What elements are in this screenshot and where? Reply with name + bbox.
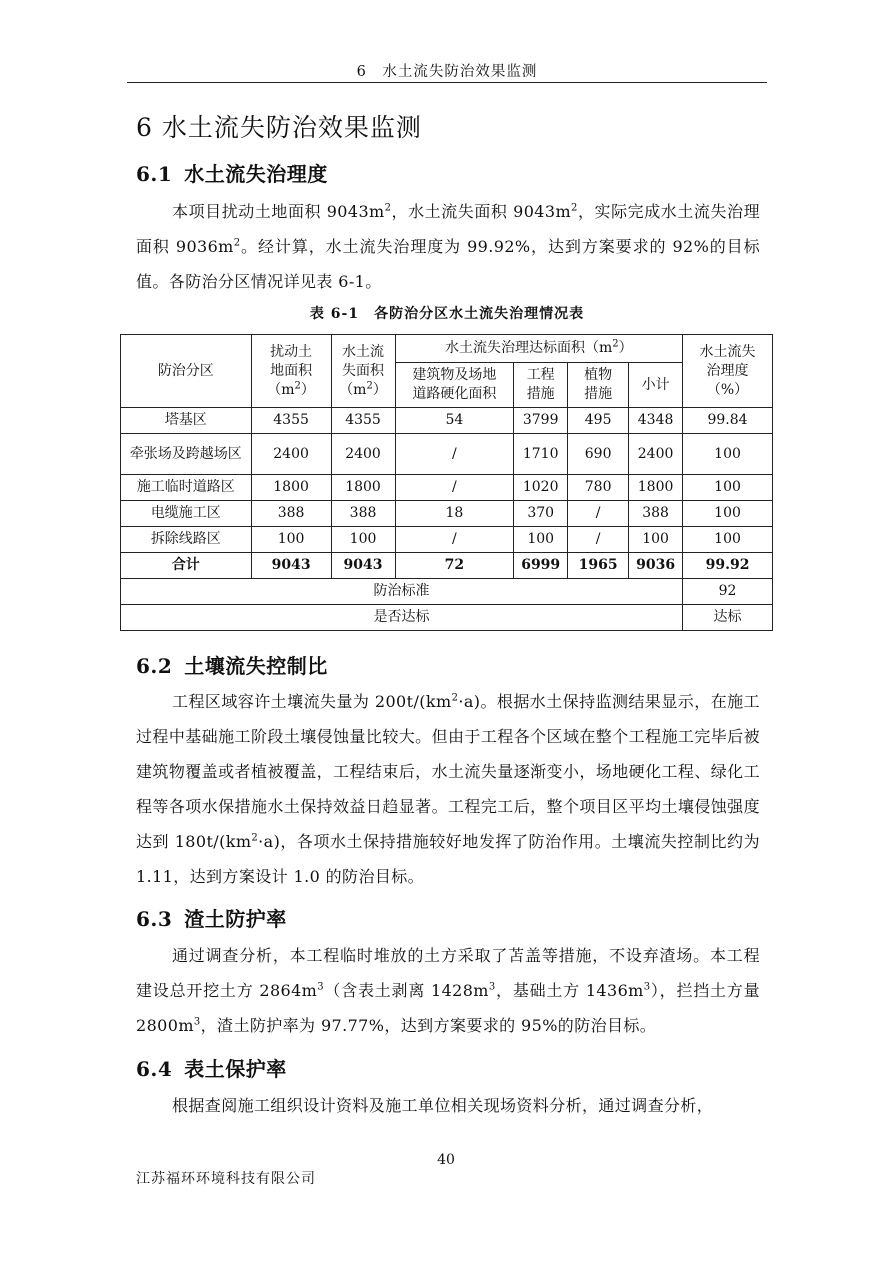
superscript: 3 — [193, 1016, 201, 1028]
paragraph-6-1 — [136, 194, 760, 299]
superscript: 2 — [451, 692, 459, 704]
superscript: 2 — [571, 202, 578, 214]
table-cell: 54 — [395, 408, 514, 434]
table-cell: 6999 — [514, 553, 568, 579]
table-cell: 100 — [683, 501, 773, 527]
table-cell: 370 — [514, 501, 568, 527]
table-cell: 拆除线路区 — [121, 527, 252, 553]
table-caption: 表 6-1 各防治分区水土流失治理情况表 — [309, 306, 585, 322]
header-text: 水土流 — [342, 343, 385, 360]
text-run: 工程区域容许土壤流失量为 200t/(km — [172, 692, 452, 711]
running-header: 6 水土流失防治效果监测 — [356, 64, 538, 80]
header-loss-area — [331, 335, 395, 408]
header-building-hardened — [395, 363, 514, 408]
table-cell: 电缆施工区 — [121, 501, 252, 527]
table-cell: 100 — [683, 527, 773, 553]
table-cell: 100 — [683, 475, 773, 501]
table-cell: 18 — [395, 501, 514, 527]
table-cell: 495 — [568, 408, 629, 434]
paragraph-6-2 — [136, 684, 760, 894]
text-run: ，实际完成水土流失治理面积 9036m — [136, 202, 760, 256]
table-cell: / — [568, 501, 629, 527]
standard-label: 防治标准 — [121, 579, 683, 605]
table-cell: 4355 — [331, 408, 395, 434]
table-cell: 1020 — [514, 475, 568, 501]
header-rule — [127, 82, 767, 83]
table-cell: 2400 — [251, 434, 331, 475]
section-heading-6-1 — [136, 158, 328, 187]
section-number: 6.4 — [136, 1057, 173, 1081]
table-row — [121, 501, 773, 527]
paragraph-6-3 — [136, 938, 760, 1043]
header-engineering — [514, 363, 568, 408]
table-cell: 780 — [568, 475, 629, 501]
header-text: ） — [372, 381, 387, 398]
header-text: 水土流失治理达标面积（m — [444, 340, 613, 356]
table-cell: 72 — [395, 553, 514, 579]
text-run: 通过调查分析，本工程临时堆放的土方采取了苫盖等措施，不设弃渣场。本工程建设总开挖土方 2864m — [136, 946, 760, 1000]
superscript: 2 — [366, 379, 373, 391]
table-cell: 3799 — [514, 408, 568, 434]
text-run: ，渣土防护率为 97.77%，达到方案要求的 95%的防治目标。 — [200, 1016, 657, 1035]
table-cell: 388 — [331, 501, 395, 527]
section-title: 水土流失治理度 — [184, 162, 328, 186]
table-cell: 99.84 — [683, 408, 773, 434]
table-cell: 4355 — [251, 408, 331, 434]
header-treatment-degree — [683, 335, 773, 408]
superscript: 2 — [233, 237, 241, 249]
table-cell: 388 — [251, 501, 331, 527]
header-text: 措施 — [526, 386, 555, 402]
header-text: ） — [618, 340, 633, 356]
header-disturbed-area — [251, 335, 331, 408]
table-cell: 4348 — [629, 408, 683, 434]
table-cell: 1710 — [514, 434, 568, 475]
section-number: 6.2 — [136, 654, 173, 678]
text-run: ·a)，各项水土保持措施较好地发挥了防治作用。土壤流失控制比约为 1.11，达到方案设计 1.0 的防治目标。 — [136, 832, 760, 886]
table-cell: 施工临时道路区 — [121, 475, 252, 501]
header-text: 植物 — [584, 367, 613, 383]
superscript: 2 — [384, 202, 392, 214]
section-heading-6-2 — [136, 650, 328, 679]
section-number: 6.3 — [136, 907, 173, 931]
header-subtotal: 小计 — [629, 363, 683, 408]
header-zone: 防治分区 — [121, 335, 252, 408]
table-cell: / — [395, 475, 514, 501]
header-text: 治理度 — [706, 362, 749, 379]
achieved-value: 达标 — [683, 605, 773, 631]
superscript: 2 — [294, 379, 301, 391]
text-run: ，基础土方 1436m — [495, 981, 644, 1000]
header-text: 水土流失 — [699, 343, 756, 360]
table-cell: 100 — [331, 527, 395, 553]
header-text: 扰动土 — [270, 343, 313, 360]
section-number: 6.1 — [136, 162, 173, 186]
table-cell: 100 — [251, 527, 331, 553]
footer-company: 江苏福环环境科技有限公司 — [136, 1171, 316, 1187]
table-cell: 9043 — [331, 553, 395, 579]
table-cell: 1965 — [568, 553, 629, 579]
section-title: 表土保护率 — [184, 1057, 287, 1081]
paragraph-6-4: 根据查阅施工组织设计资料及施工单位相关现场资料分析，通过调查分析， — [172, 1096, 714, 1115]
standard-value: 92 — [683, 579, 773, 605]
table-cell: 2400 — [331, 434, 395, 475]
table-cell: 9043 — [251, 553, 331, 579]
table-cell: 1800 — [629, 475, 683, 501]
table-cell: 1800 — [251, 475, 331, 501]
section-heading-6-3 — [136, 903, 287, 932]
header-text: （m — [267, 381, 295, 398]
table-row — [121, 434, 773, 475]
table-cell: 9036 — [629, 553, 683, 579]
header-text: 建筑物及场地 — [412, 367, 497, 383]
table-cell: 388 — [629, 501, 683, 527]
table-cell: 1800 — [331, 475, 395, 501]
table-cell: 牵张场及跨越场区 — [121, 434, 252, 475]
achieved-label: 是否达标 — [121, 605, 683, 631]
text-run: 。经计算，水土流失治理度为 99.92%，达到方案要求的 92%的目标值。各防治分区情况详见表 6-1。 — [136, 237, 760, 291]
table-row — [121, 408, 773, 434]
header-treated-area-group — [395, 335, 683, 363]
header-text: 工程 — [526, 367, 555, 383]
table-cell: / — [568, 527, 629, 553]
table-cell: / — [395, 527, 514, 553]
table-cell: 合计 — [121, 553, 252, 579]
text-run: （含表土剥离 1428m — [324, 981, 489, 1000]
table-cell: / — [395, 434, 514, 475]
standard-row — [121, 579, 773, 605]
superscript: 3 — [317, 981, 325, 993]
text-run: ），拦挡土方量 2800m — [136, 981, 760, 1035]
section-heading-6-4 — [136, 1053, 287, 1082]
text-run: ·a)。根据水土保持监测结果显示，在施工过程中基础施工阶段土壤侵蚀量比较大。但由于工程各个区域在整个工程施工完毕后被建筑物覆盖或者植被覆盖，工程结束后，水土流失量逐渐变小，场地硬化工程、绿化工程等各项水保措施水土保持效益日趋显著。工程完工后，整个项目区平均土壤侵蚀强度达到 180t/(km — [136, 692, 760, 851]
header-text: 地面积 — [270, 362, 313, 379]
table-row — [121, 475, 773, 501]
section-title: 土壤流失控制比 — [184, 654, 328, 678]
superscript: 2 — [251, 832, 259, 844]
superscript: 3 — [643, 981, 651, 993]
table-cell: 塔基区 — [121, 408, 252, 434]
achieved-row — [121, 605, 773, 631]
superscript: 3 — [488, 981, 496, 993]
chapter-title: 6 水土流失防治效果监测 — [136, 113, 422, 142]
text-run: ，水土流失面积 9043m — [391, 202, 572, 221]
table-cell: 100 — [514, 527, 568, 553]
table-row — [121, 527, 773, 553]
table-cell: 100 — [629, 527, 683, 553]
table-total-row — [121, 553, 773, 579]
header-text: 措施 — [584, 386, 613, 402]
table-cell: 100 — [683, 434, 773, 475]
header-text: ） — [300, 381, 315, 398]
table-cell: 2400 — [629, 434, 683, 475]
header-text: （%） — [706, 381, 749, 398]
superscript: 2 — [612, 338, 619, 350]
prevention-zone-table — [120, 334, 773, 631]
section-title: 渣土防护率 — [184, 907, 287, 931]
header-text: （m — [339, 381, 367, 398]
table-cell: 99.92 — [683, 553, 773, 579]
header-plant — [568, 363, 629, 408]
page-number: 40 — [437, 1152, 455, 1168]
header-text: 失面积 — [342, 362, 385, 379]
text-run: 本项目扰动土地面积 9043m — [172, 202, 385, 221]
table-cell: 690 — [568, 434, 629, 475]
header-text: 道路硬化面积 — [412, 386, 497, 402]
